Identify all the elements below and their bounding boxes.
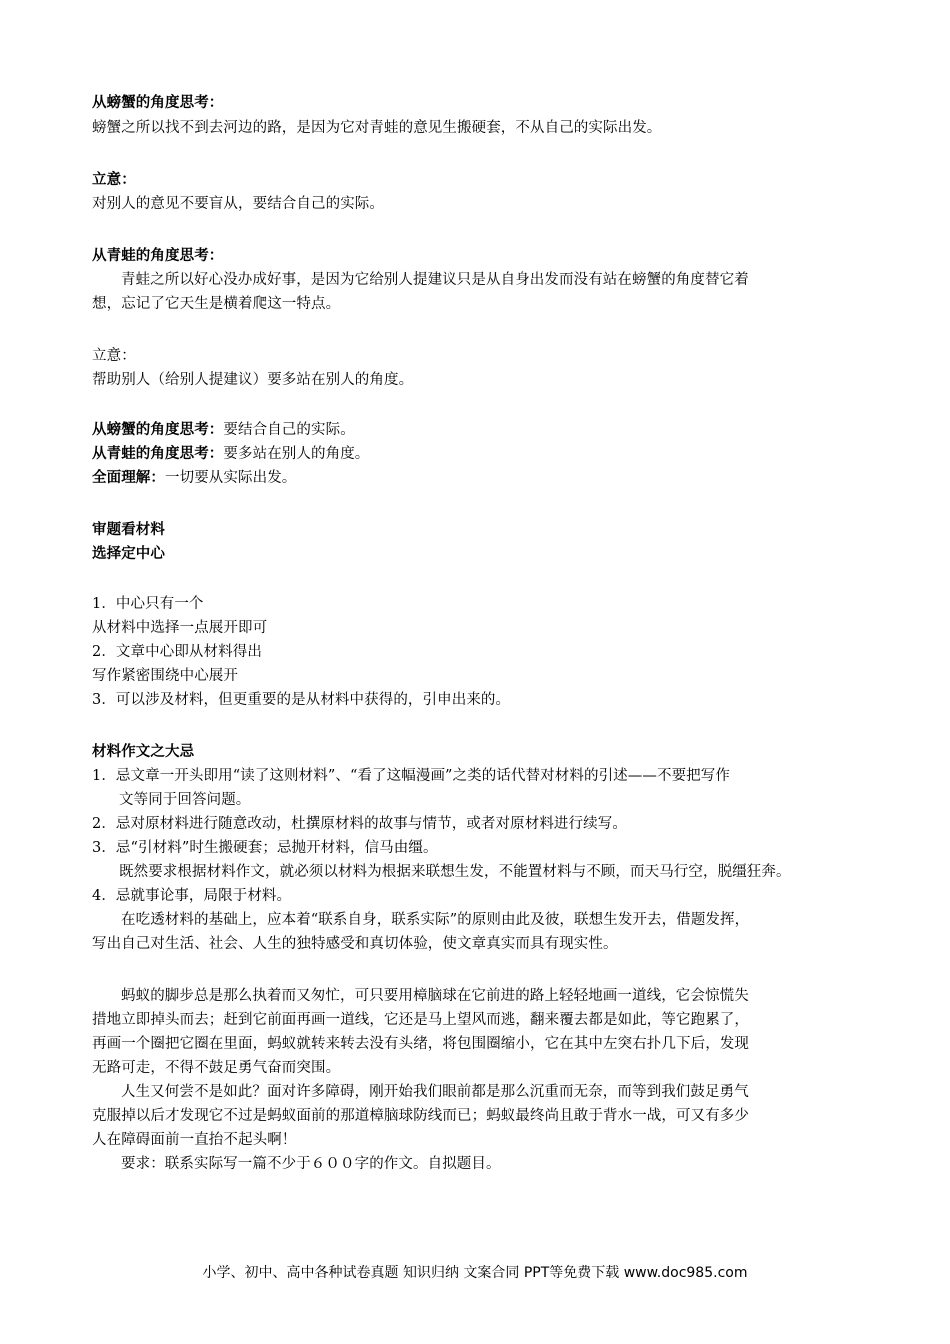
- frog-analysis-line-2: 想，忘记了它天生是横着爬这一特点。: [92, 296, 341, 312]
- center-item: 写作紧密围绕中心展开: [92, 668, 238, 684]
- frog-heading: 从青蛙的角度思考：: [92, 248, 224, 264]
- crab-theme: 对别人的意见不要盲从，要结合自己的实际。: [92, 196, 384, 212]
- prompt-line: 再画一个圈把它圈在里面，蚂蚁就转来转去没有头绪，将包围圈缩小，它在其中左突右扑几下后，发现: [92, 1036, 749, 1052]
- taboo-line: 1．忌文章一开头即用“读了这则材料”、“看了这幅漫画”之类的话代替对材料的引述——不要把写作: [92, 768, 730, 784]
- center-item: 3．可以涉及材料，但更重要的是从材料中获得的，引申出来的。: [92, 692, 511, 708]
- frog-theme-label: 立意：: [92, 348, 136, 364]
- summary-frog-text: 要多站在别人的角度。: [223, 446, 370, 462]
- page-footer: 小学、初中、高中各种试卷真题 知识归纳 文案合同 PPT等免费下载 www.doc985.com: [202, 1265, 748, 1281]
- prompt-line: 人在障碍面前一直抬不起头啊！: [92, 1132, 297, 1148]
- taboo-line: 在吃透材料的基础上，应本着“联系自身，联系实际”的原则由此及彼，联想生发开去，借题发挥，: [121, 912, 750, 928]
- crab-theme-label: 立意：: [92, 172, 136, 188]
- center-item: 从材料中选择一点展开即可: [92, 620, 268, 636]
- section-title-review: 审题看材料: [92, 522, 165, 538]
- frog-theme: 帮助别人（给别人提建议）要多站在别人的角度。: [92, 372, 414, 388]
- taboo-line: 2．忌对原材料进行随意改动，杜撰原材料的故事与情节，或者对原材料进行续写。: [92, 816, 627, 832]
- section-title-taboos: 材料作文之大忌: [92, 744, 195, 760]
- summary-frog-label: 从青蛙的角度思考：: [92, 446, 224, 462]
- section-title-center: 选择定中心: [92, 546, 165, 562]
- prompt-line: 人生又何尝不是如此？面对许多障碍，刚开始我们眼前都是那么沉重而无奈，而等到我们鼓足勇气: [121, 1084, 749, 1100]
- crab-heading: 从螃蟹的角度思考：: [92, 95, 224, 111]
- taboo-line: 3．忌“引材料”时生搬硬套；忌抛开材料，信马由缰。: [92, 840, 438, 856]
- summary-crab-text: 要结合自己的实际。: [223, 422, 355, 438]
- center-item: 1．中心只有一个: [92, 596, 204, 612]
- summary-all: [92, 468, 296, 488]
- summary-crab-label: 从螃蟹的角度思考：: [92, 422, 224, 438]
- center-item: 2．文章中心即从材料得出: [92, 644, 262, 660]
- summary-all-text: 一切要从实际出发。: [165, 470, 297, 486]
- prompt-line: 克服掉以后才发现它不过是蚂蚁面前的那道樟脑球防线而已；蚂蚁最终尚且敢于背水一战，可又有多少: [92, 1108, 749, 1124]
- summary-crab: [92, 420, 355, 440]
- prompt-line: 无路可走，不得不鼓足勇气奋而突围。: [92, 1060, 341, 1076]
- taboo-line: 既然要求根据材料作文，就必须以材料为根据来联想生发，不能置材料与不顾，而天马行空，脱缰狂奔。: [119, 864, 791, 880]
- prompt-line: 蚂蚁的脚步总是那么执着而又匆忙，可只要用樟脑球在它前进的路上轻轻地画一道线，它会惊慌失: [121, 988, 749, 1004]
- frog-analysis-line-1: 青蛙之所以好心没办成好事，是因为它给别人提建议只是从自身出发而没有站在螃蟹的角度替它着: [121, 272, 749, 288]
- taboo-line: 写出自己对生活、社会、人生的独特感受和真切体验，使文章真实而具有现实性。: [92, 936, 618, 952]
- taboo-line: 4．忌就事论事，局限于材料。: [92, 888, 292, 904]
- prompt-line: 措地立即掉头而去；赶到它前面再画一道线，它还是马上望风而逃，翻来覆去都是如此，等它跑累了，: [92, 1012, 749, 1028]
- prompt-requirement: 要求：联系实际写一篇不少于６００字的作文。自拟题目。: [121, 1156, 501, 1172]
- summary-all-label: 全面理解：: [92, 470, 165, 486]
- summary-frog: [92, 444, 369, 464]
- crab-analysis: 螃蟹之所以找不到去河边的路，是因为它对青蛙的意见生搬硬套，不从自己的实际出发。: [92, 120, 662, 136]
- taboo-line: 文等同于回答问题。: [119, 792, 251, 808]
